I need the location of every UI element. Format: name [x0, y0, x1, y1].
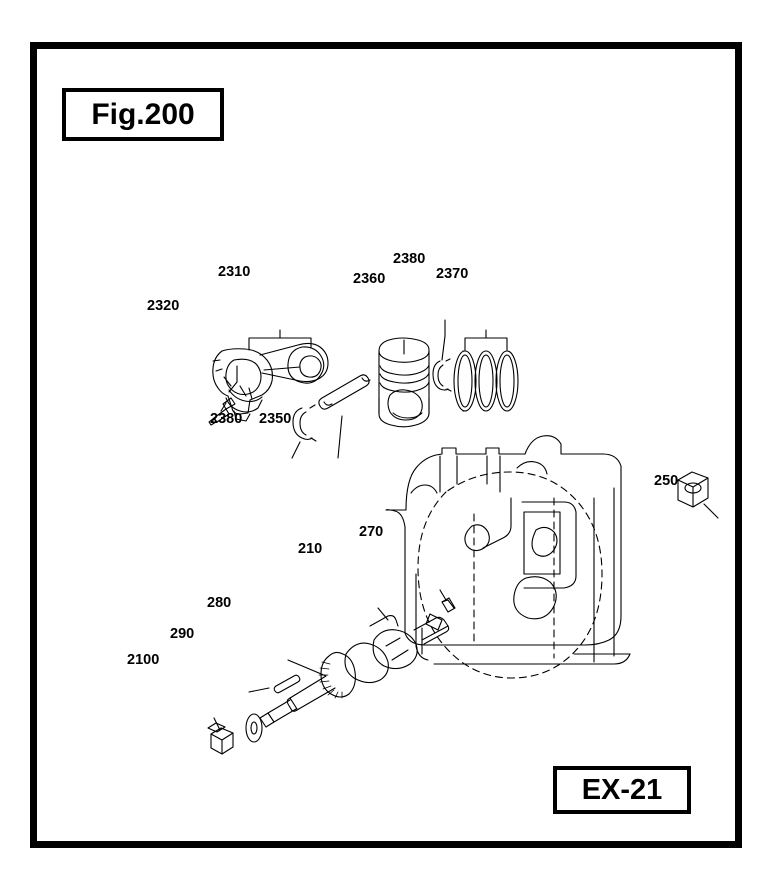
crank-bolt-part	[208, 723, 233, 754]
piston-ring-set-part	[454, 351, 518, 411]
callout-2310: 2310	[218, 264, 251, 280]
crankcase-body	[386, 436, 630, 678]
key-part	[442, 598, 455, 612]
washer-part	[246, 714, 262, 742]
connecting-rod-part	[213, 343, 328, 421]
callout-2320: 2320	[147, 298, 180, 314]
circlip-upper-part	[433, 359, 451, 391]
diagram-frame	[30, 42, 742, 848]
piston-pin-part	[319, 375, 370, 409]
callout-290: 290	[170, 626, 195, 642]
pin-part	[274, 675, 300, 693]
callout-2380-bottom: 2380	[210, 411, 243, 427]
callout-2350: 2350	[259, 411, 292, 427]
callout-270: 270	[359, 524, 384, 540]
callout-2100: 2100	[127, 652, 160, 668]
callout-2360: 2360	[353, 271, 386, 287]
callout-210: 210	[298, 541, 323, 557]
figure-label-text: Fig.200	[91, 97, 195, 131]
figure-label-box	[62, 88, 224, 141]
callout-2370: 2370	[436, 266, 469, 282]
leader-lines	[214, 320, 718, 730]
model-label-text: EX-21	[581, 773, 663, 806]
circlip-lower-part	[293, 405, 316, 441]
crankshaft-part	[260, 614, 449, 727]
callout-280: 280	[207, 595, 232, 611]
nut-part	[678, 472, 708, 507]
model-label-box	[553, 766, 691, 814]
callout-250: 250	[654, 473, 679, 489]
callout-2380-top: 2380	[393, 251, 426, 267]
